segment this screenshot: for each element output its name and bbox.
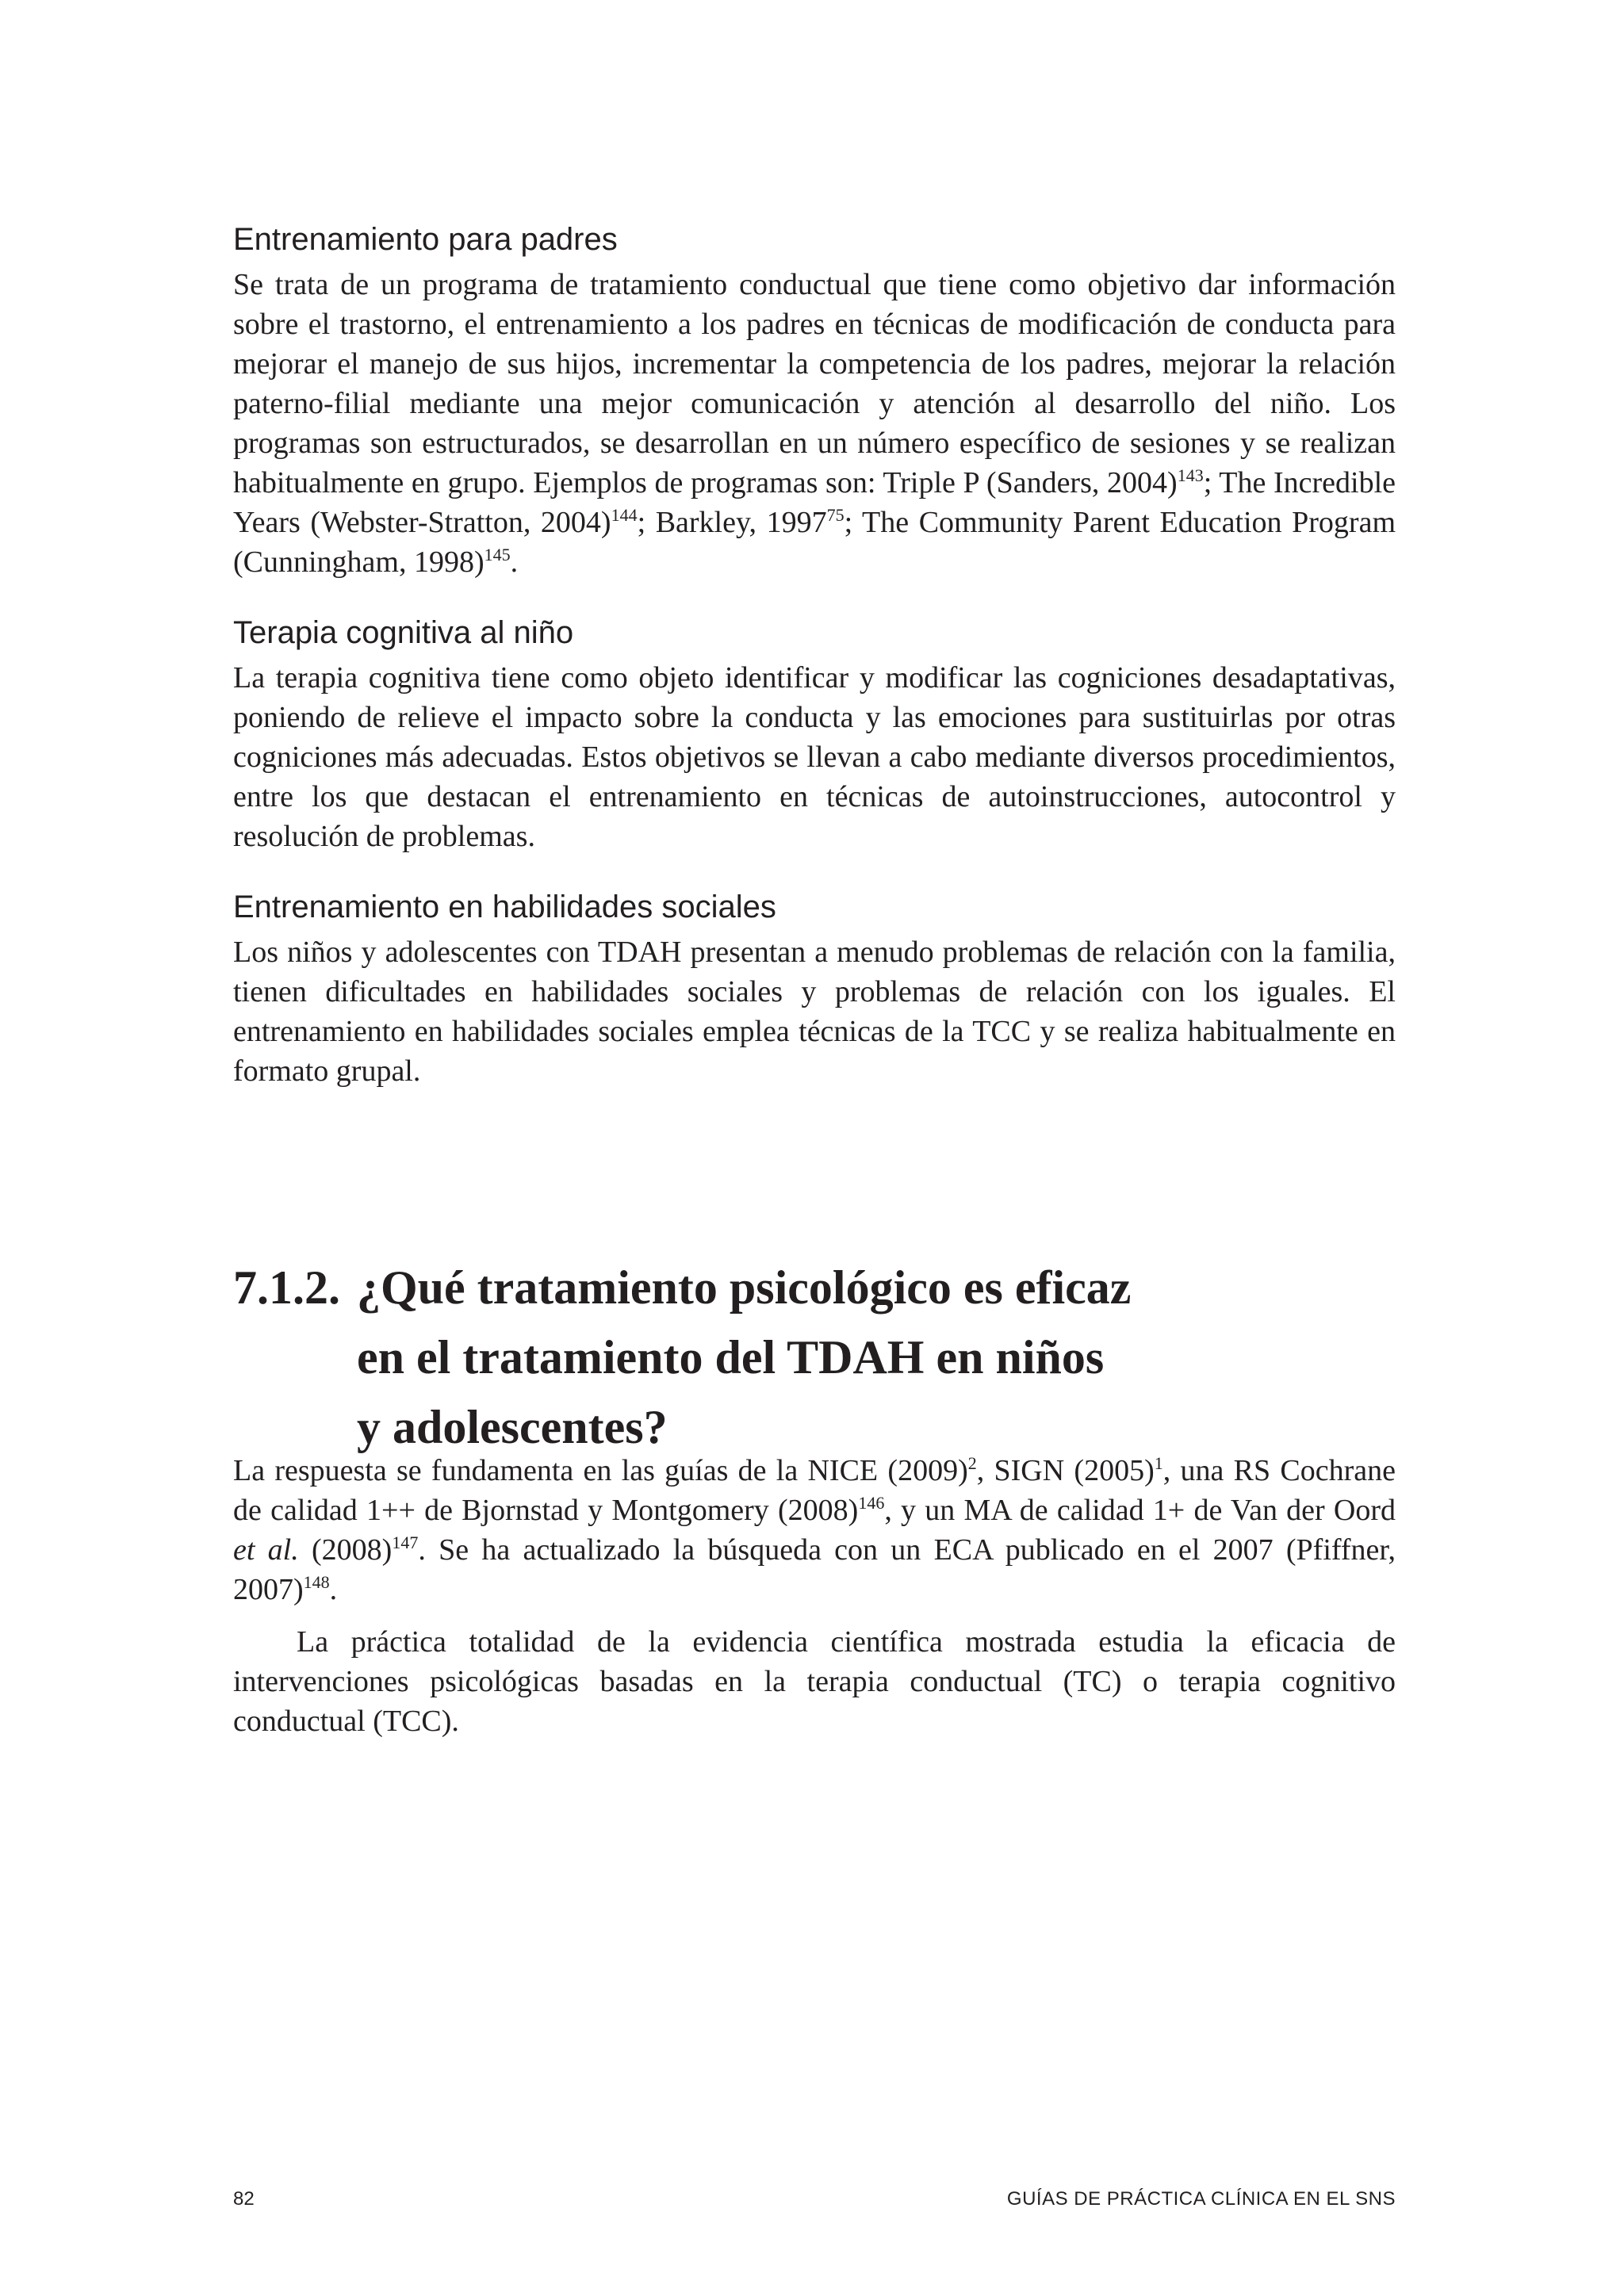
section-habilidades-sociales (233, 888, 1396, 1091)
italic-text: et al. (233, 1533, 299, 1567)
main-content (233, 220, 1396, 1091)
page-footer (233, 2188, 1396, 2217)
chapter-number: 7.1.2. (233, 1261, 340, 1314)
chapter-title-line: en el tratamiento del TDAH en niños (357, 1330, 1105, 1383)
citation-superscript: 148 (303, 1572, 330, 1592)
citation-superscript: 1 (1154, 1453, 1163, 1473)
answer-paragraph: La práctica totalidad de la evidencia científica mostrada estudia la eficacia de intervenciones psicológicas basadas en la terapia conductual (TC) o terapia cognitivo conductual (TCC). (233, 1625, 1396, 1738)
running-title: GUÍAS DE PRÁCTICA CLÍNICA EN EL SNS (1006, 2188, 1396, 2210)
citation-superscript: 144 (611, 505, 638, 525)
section-terapia-cognitiva (233, 614, 1396, 856)
chapter-title-line: y adolescentes? (357, 1400, 668, 1453)
page-number: 82 (233, 2188, 255, 2210)
chapter-title-line: ¿Qué tratamiento psicológico es eficaz (357, 1261, 1132, 1314)
answer-block (233, 1451, 1396, 1741)
answer-paragraph: La respuesta se fundamenta en las guías de la NICE $(2009)^2$, SIGN $(2005)^1$, una RS Cochrane de calidad 1++ de Bjornstad y Montgomery $(2008)^{146}$, y un MA de calidad 1+ de Van der Oord et al. $(2008)^{147}$. Se ha actualizado la búsqueda con un ECA publicado en el 2007 (Pfiffner, 2007)$^{148}$. (233, 1453, 1396, 1606)
section-paragraph: Los niños y adolescentes con TDAH presentan a menudo problemas de relación con la familia, tienen dificultades en habilidades sociales y problemas de relación con los iguales. El entrenamiento en habilidades sociales emplea técnicas de la TCC y se realiza habitualmente en formato grupal. (233, 936, 1396, 1088)
section-entrenamiento-padres (233, 220, 1396, 582)
citation-superscript: 75 (826, 505, 845, 525)
section-heading: Entrenamiento para padres (233, 222, 618, 257)
chapter-title (357, 1253, 1396, 1462)
section-paragraph: Se trata de un programa de tratamiento conductual que tiene como objetivo dar información sobre el trastorno, el entrenamiento a los padres en técnicas de modificación de conducta para mejorar el manejo de sus hijos, incrementar la competencia de los padres, mejorar la relación paterno-filial mediante una mejor comunicación y atención al desarrollo del niño. Los programas son estructurados, se desarrollan en un número específico de sesiones y se realizan habitualmente en grupo. Ejemplos de programas son: Triple P (Sanders, 2004)$^{143}$; The Incredible Years (Webster-Stratton, 2004)$^{144}$; Barkley, 1997$^{75}$; The Community Parent Education Program (Cunningham, 1998)$^{145}$. (233, 268, 1396, 579)
section-heading: Entrenamiento en habilidades sociales (233, 890, 776, 924)
citation-superscript: 147 (392, 1533, 419, 1552)
section-paragraph: La terapia cognitiva tiene como objeto identificar y modificar las cogniciones desadaptativas, poniendo de relieve el impacto sobre la conducta y las emociones para sustituirlas por otras cogniciones más adecuadas. Estos objetivos se llevan a cabo mediante diversos procedimientos, entre los que destacan el entrenamiento en técnicas de autoinstrucciones, autocontrol y resolución de problemas. (233, 661, 1396, 853)
citation-superscript: 145 (484, 545, 511, 564)
citation-superscript: 2 (967, 1453, 977, 1473)
citation-superscript: 143 (1177, 465, 1204, 485)
chapter-heading (233, 1253, 1396, 1462)
citation-superscript: 146 (858, 1493, 885, 1513)
section-heading: Terapia cognitiva al niño (233, 615, 574, 650)
